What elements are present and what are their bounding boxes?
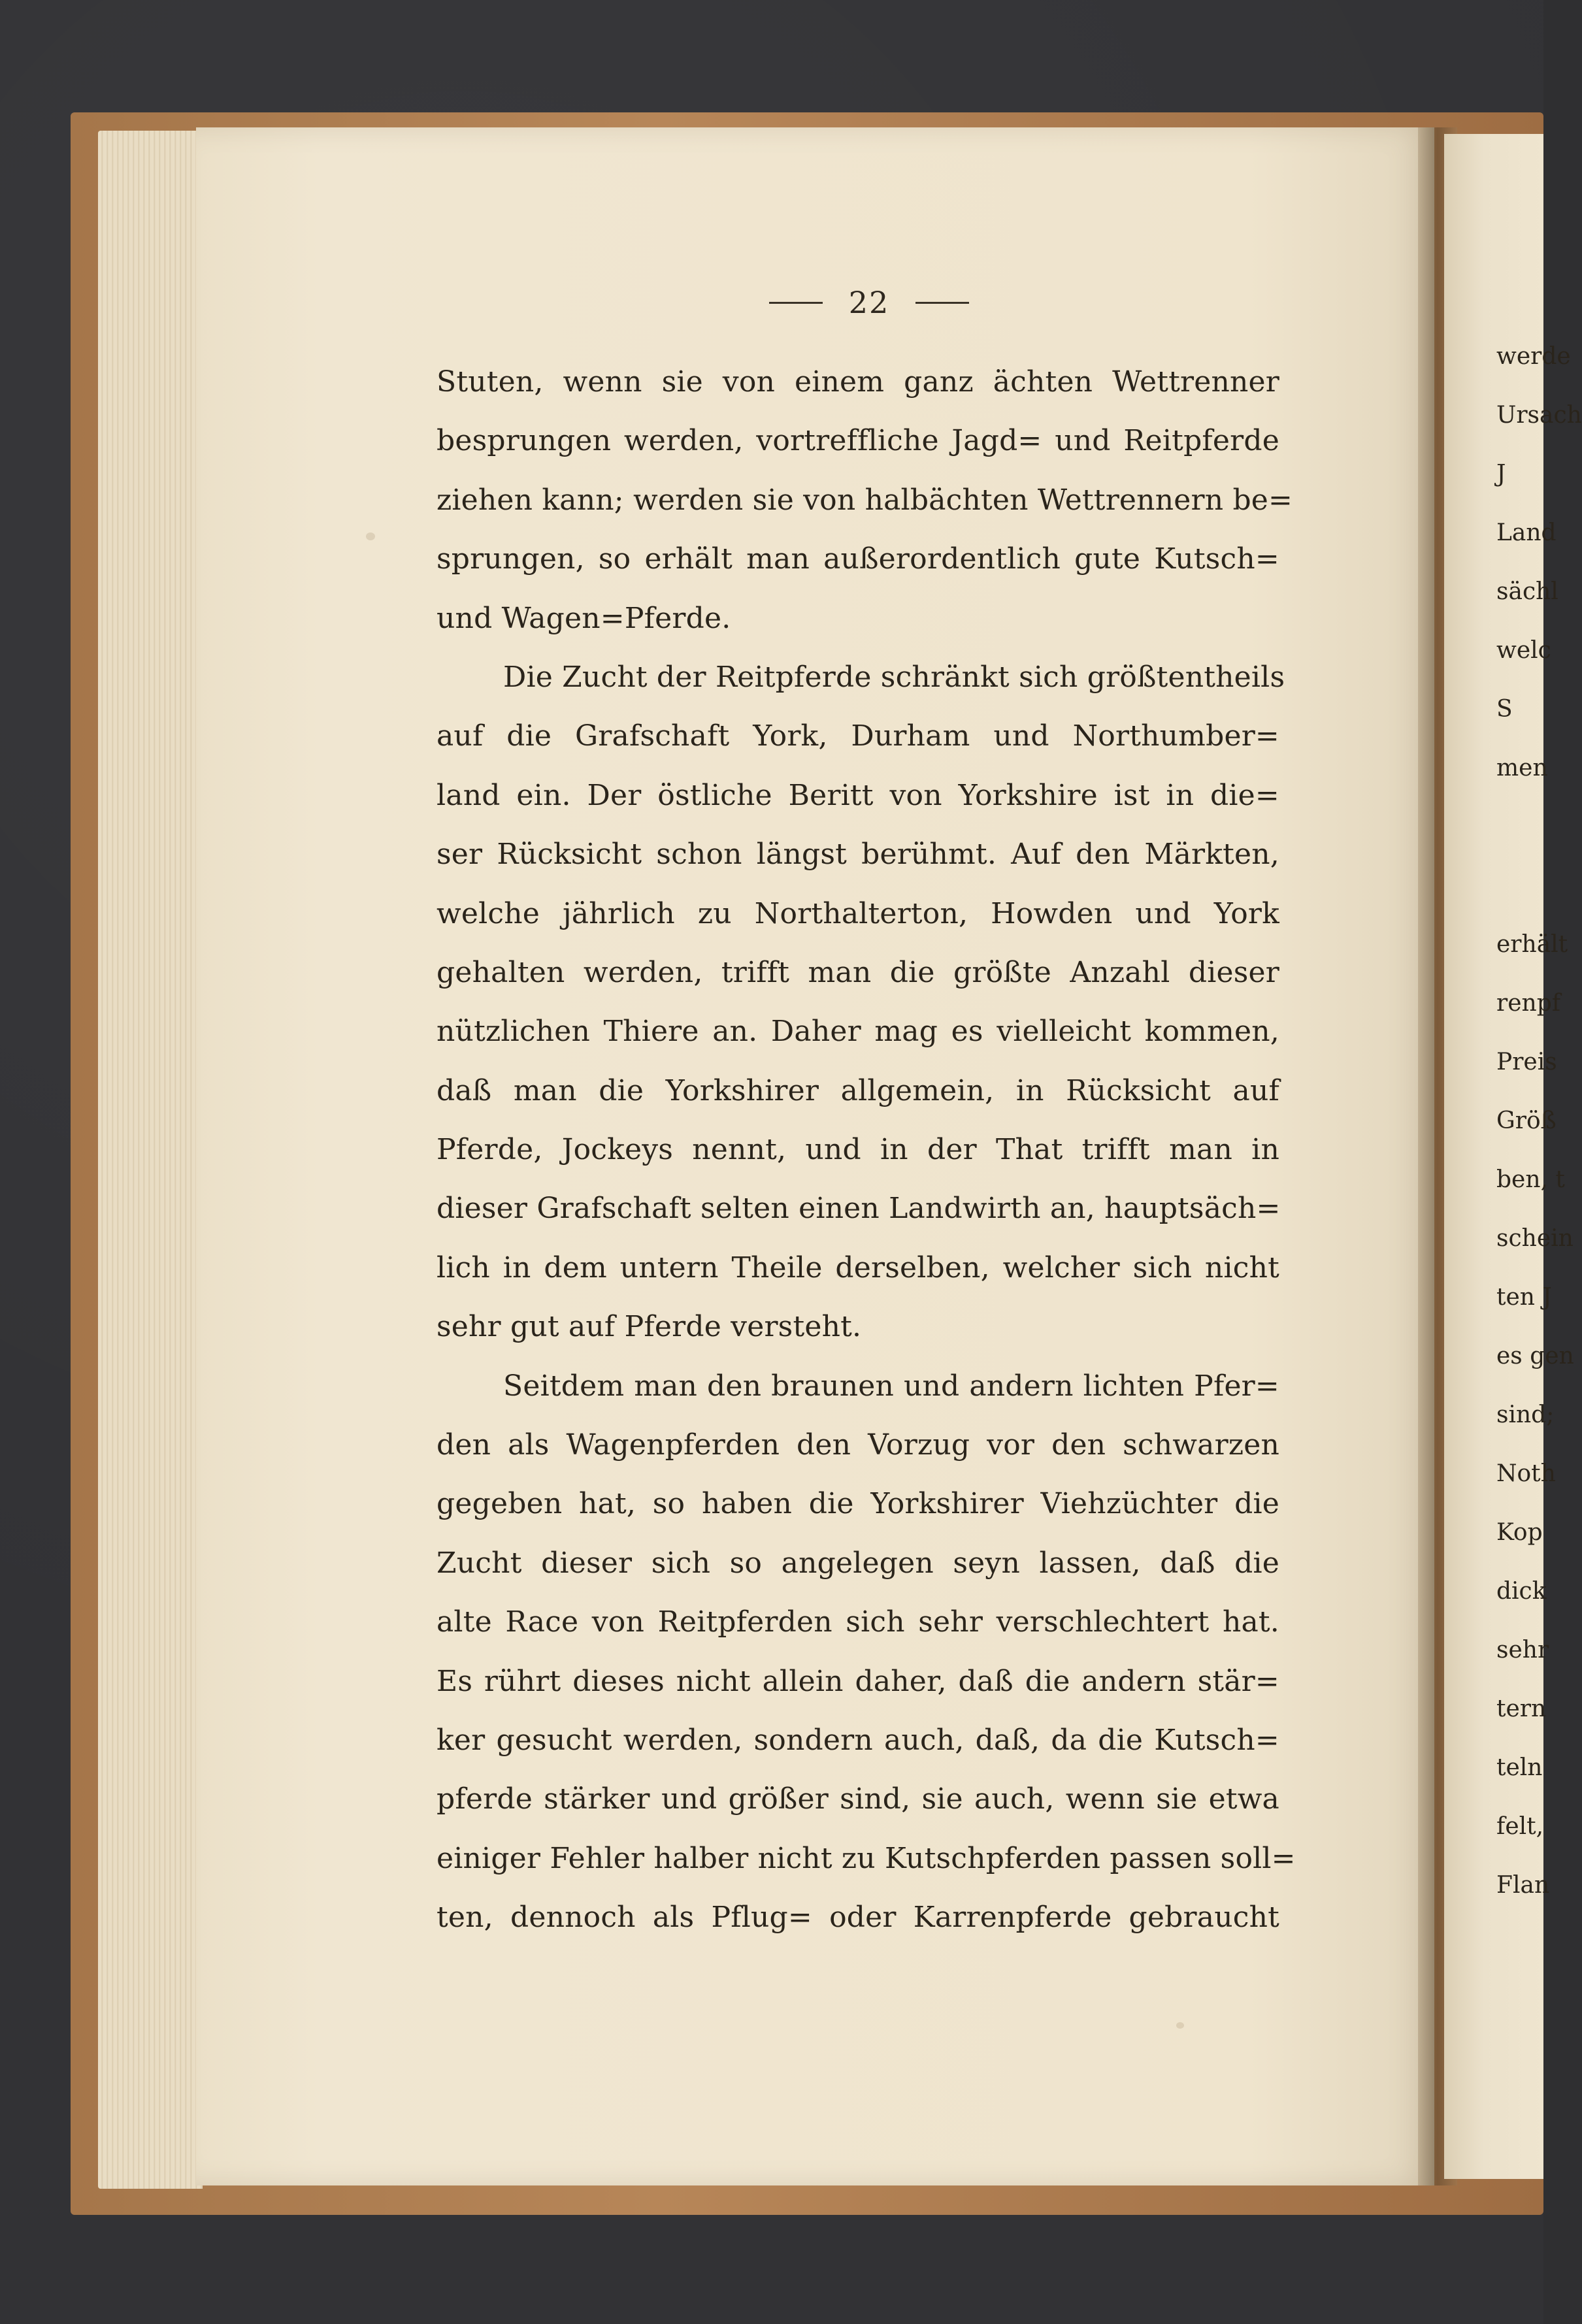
text-line: Seitdem man den braunen und andern lichten Pfer= bbox=[503, 1369, 1279, 1403]
page-number: 22 bbox=[848, 285, 890, 320]
text-line: nützlichen Thiere an. Daher mag es vielleicht kommen, bbox=[437, 1015, 1279, 1049]
text-line: Zucht dieser sich so angelegen seyn lassen, daß die bbox=[437, 1546, 1279, 1580]
text-line: sprungen, so erhält man außerordentlich gute Kutsch= bbox=[437, 542, 1279, 576]
right-page-fragment: ten J bbox=[1496, 1284, 1552, 1311]
right-page-fragment: dick bbox=[1496, 1578, 1547, 1605]
page-edges bbox=[98, 131, 203, 2189]
text-line: Die Zucht der Reitpferde schränkt sich größtentheils bbox=[503, 660, 1285, 694]
right-page-fragment: werde bbox=[1496, 343, 1571, 370]
text-line: gegeben hat, so haben die Yorkshirer Viehzüchter die bbox=[437, 1487, 1279, 1521]
text-line: ser Rücksicht schon längst berühmt. Auf den Märkten, bbox=[437, 838, 1279, 872]
right-page-fragment: Noth bbox=[1496, 1460, 1556, 1487]
right-page-fragment: Kop bbox=[1496, 1519, 1543, 1546]
text-line: den als Wagenpferden den Vorzug vor den schwarzen bbox=[437, 1428, 1279, 1462]
right-page-fragment: Flan bbox=[1496, 1872, 1550, 1899]
text-line: Es rührt dieses nicht allein daher, daß die andern stär= bbox=[437, 1664, 1279, 1698]
right-page-fragment: S bbox=[1496, 696, 1513, 723]
right-page-fragment: Land bbox=[1496, 519, 1557, 546]
right-page-fragment: welc bbox=[1496, 637, 1551, 664]
text-line: Stuten, wenn sie von einem ganz ächten Wettrenner bbox=[437, 365, 1279, 399]
right-page-fragment: renpf bbox=[1496, 990, 1561, 1017]
right-page-fragment: schein bbox=[1496, 1225, 1574, 1252]
text-line: besprungen werden, vortreffliche Jagd= und Reitpferde bbox=[437, 424, 1279, 458]
right-page-fragment: tern bbox=[1496, 1695, 1547, 1722]
text-line: ziehen kann; werden sie von halbächten Wettrennern be= bbox=[437, 483, 1293, 517]
text-line: dieser Grafschaft selten einen Landwirth an, hauptsäch= bbox=[437, 1192, 1281, 1226]
page-header bbox=[719, 280, 1019, 325]
text-line: auf die Grafschaft York, Durham und Northumber= bbox=[437, 719, 1279, 753]
text-line: einiger Fehler halber nicht zu Kutschpferden passen soll= bbox=[437, 1841, 1296, 1875]
paper-spot bbox=[1176, 2022, 1184, 2029]
right-page-fragment: sächl bbox=[1496, 578, 1558, 605]
right-page-fragment: J bbox=[1496, 461, 1506, 487]
text-line: pferde stärker und größer sind, sie auch, wenn sie etwa bbox=[437, 1782, 1279, 1816]
right-page-fragment: teln bbox=[1496, 1754, 1543, 1781]
text-line: daß man die Yorkshirer allgemein, in Rücksicht auf bbox=[437, 1073, 1279, 1107]
right-page-fragment: Preis bbox=[1496, 1049, 1557, 1075]
text-line: und Wagen=Pferde. bbox=[437, 601, 731, 635]
text-line: alte Race von Reitpferden sich sehr verschlechtert hat. bbox=[437, 1605, 1279, 1639]
right-page-fragment: Ursach bbox=[1496, 402, 1582, 429]
right-page-fragment: sind; bbox=[1496, 1401, 1555, 1428]
text-line: lich in dem untern Theile derselben, welcher sich nicht bbox=[437, 1251, 1279, 1285]
right-page-fragment: ben, t bbox=[1496, 1166, 1565, 1193]
right-page-fragment: men bbox=[1496, 755, 1548, 781]
right-page-fragment: erhält bbox=[1496, 931, 1568, 958]
paper-spot bbox=[366, 532, 375, 540]
header-dash-right bbox=[915, 302, 969, 304]
right-page-fragment: sehr bbox=[1496, 1637, 1549, 1663]
text-line: land ein. Der östliche Beritt von Yorkshire ist in die= bbox=[437, 778, 1279, 812]
text-line: ten, dennoch als Pflug= oder Karrenpferde gebraucht bbox=[437, 1901, 1279, 1935]
right-page-fragment: felt, bbox=[1496, 1813, 1544, 1840]
header-dash-left bbox=[769, 302, 823, 304]
text-line: Pferde, Jockeys nennt, und in der That trifft man in bbox=[437, 1133, 1279, 1167]
text-line: gehalten werden, trifft man die größte Anzahl dieser bbox=[437, 955, 1279, 989]
right-page-fragment: es gen bbox=[1496, 1343, 1574, 1369]
text-line: welche jährlich zu Northalterton, Howden und York bbox=[437, 896, 1279, 930]
text-line: sehr gut auf Pferde versteht. bbox=[437, 1310, 862, 1344]
right-page-fragment: Größ bbox=[1496, 1107, 1557, 1134]
text-line: ker gesucht werden, sondern auch, daß, da die Kutsch= bbox=[437, 1723, 1279, 1757]
body-text bbox=[437, 353, 1296, 1948]
